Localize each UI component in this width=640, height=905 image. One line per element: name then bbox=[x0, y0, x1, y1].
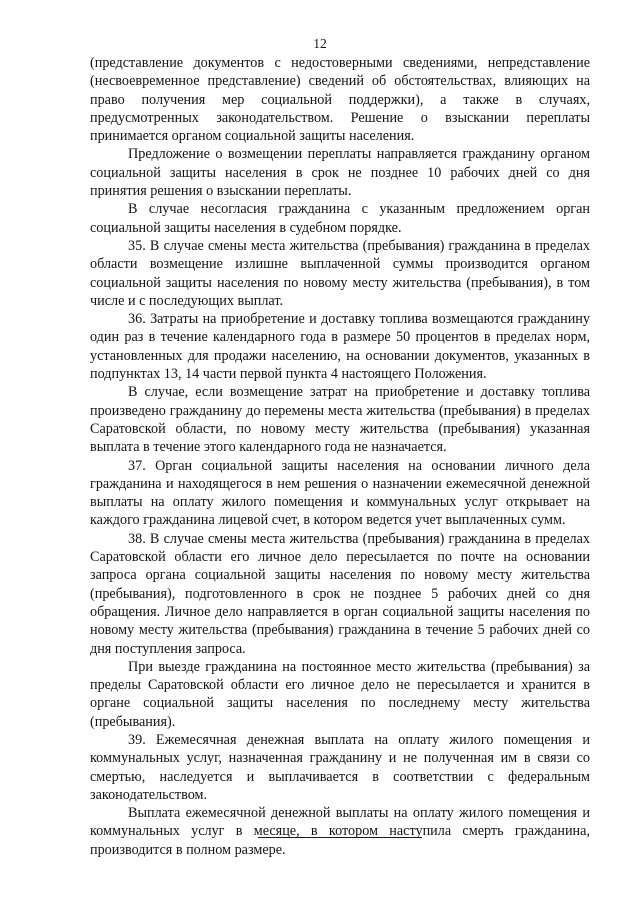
paragraph-disagreement: В случае несогласия гражданина с указанным предложением орган социальной защиты населения в судебном порядке. bbox=[90, 201, 590, 236]
paragraph-full-payment: Выплата ежемесячной денежной выплаты на оплату жилого помещения и коммунальных услуг в месяце, в котором наступила смерть гражданина, производится в полном размере. bbox=[90, 805, 590, 858]
paragraph-item-39: 39. Ежемесячная денежная выплата на оплату жилого помещения и коммунальных услуг, назначенная гражданину и не полученная им в связи со смертью, наследуется и выплачивается в соответствии с федеральным законодательством. bbox=[90, 731, 590, 803]
document-body bbox=[90, 54, 590, 859]
paragraph-continuation: (представление документов с недостоверными сведениями, непредставление (несвоевременное представление) сведений об обстоятельствах, влияющих на право получения мер социальной поддержки), а также в случаях, предусмотренных законодательством. Решение о взыскании переплаты принимается органом социальной защиты населения. bbox=[90, 55, 590, 145]
paragraph-overpayment-offer: Предложение о возмещении переплаты направляется гражданину органом социальной защиты населения в срок не позднее 10 рабочих дней со дня принятия решения о взыскании переплаты. bbox=[90, 146, 590, 200]
closing-divider-line bbox=[258, 837, 422, 838]
paragraph-item-37: 37. Орган социальной защиты населения на основании личного дела гражданина и находящегося в нем решения о назначении ежемесячной денежной выплаты на оплату жилого помещения и коммунальных услуг открывает на каждого гражданина лицевой счет, в котором ведется учет выплаченных сумм. bbox=[90, 457, 590, 529]
paragraph-item-36: 36. Затраты на приобретение и доставку топлива возмещаются гражданину один раз в течение календарного года в размере 50 процентов в пределах норм, установленных для продажи населению, на основании документов, указанных в подпунктах 13, 14 части первой пункта 4 настоящего Положения. bbox=[90, 311, 590, 383]
paragraph-item-38: 38. В случае смены места жительства (пребывания) гражданина в пределах Саратовской области его личное дело пересылается по почте на основании запроса органа социальной защиты населения по новому месту жительства (пребывания), подготовленного в срок не позднее 5 рабочих дней со дня обращения. Личное дело направляется в орган социальной защиты населения по новому месту жительства (пребывания) гражданина в течение 5 рабочих дней со дня поступления запроса. bbox=[90, 530, 590, 657]
page-number: 12 bbox=[313, 36, 327, 51]
paragraph-relocation-outside: При выезде гражданина на постоянное место жительства (пребывания) за пределы Саратовской области его личное дело не пересылается и хранится в органе социальной защиты населения по последнему месту жительства (пребывания). bbox=[90, 658, 590, 730]
paragraph-fuel-compensation: В случае, если возмещение затрат на приобретение и доставку топлива произведено гражданину до перемены места жительства (пребывания) в пределах Саратовской области, по новому месту жительства (пребывания) указанная выплата в течение этого календарного года не назначается. bbox=[90, 384, 590, 456]
paragraph-item-35: 35. В случае смены места жительства (пребывания) гражданина в пределах области возмещение излишне выплаченной суммы производится органом социальной защиты населения по новому месту жительства (пребывания), в том числе и с последующих выплат. bbox=[90, 237, 590, 309]
